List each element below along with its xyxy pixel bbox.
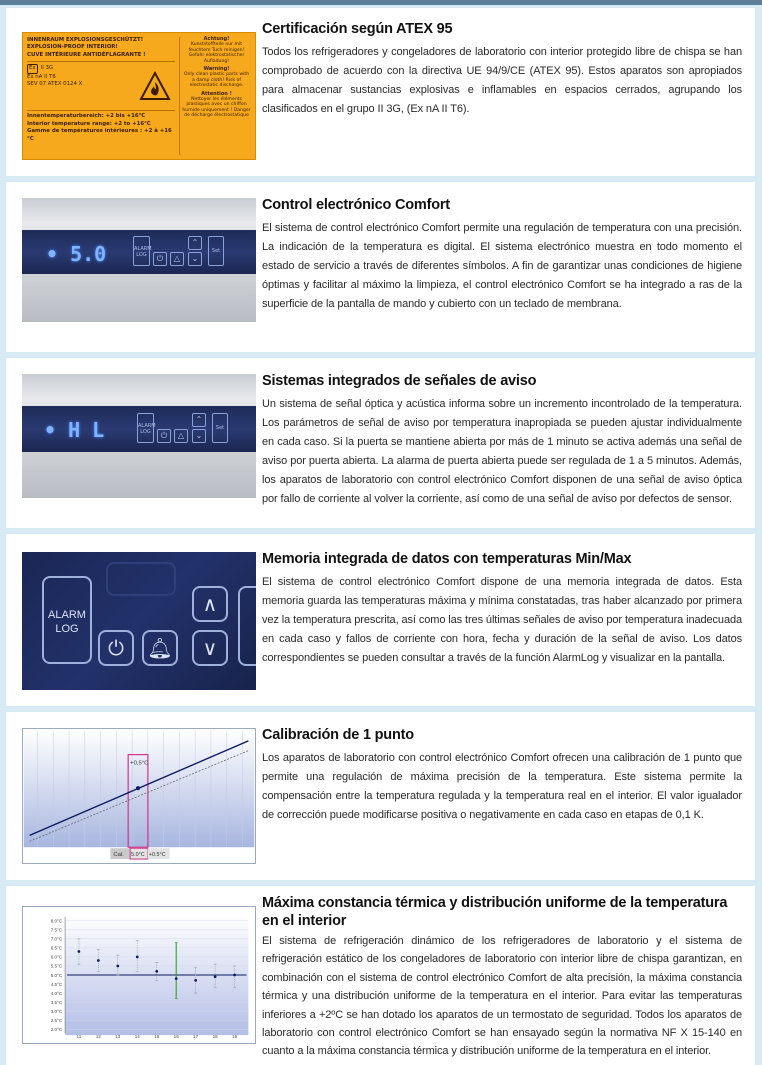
atex-line-3: CUVE INTÉRIEURE ANTIDÉFLAGRANTE ! xyxy=(27,51,146,58)
set-key: Set xyxy=(212,413,228,443)
power-key xyxy=(153,252,167,266)
y-tick-label: 6.5°C xyxy=(50,945,63,951)
flame-warning-icon xyxy=(139,71,171,101)
bell-icon: △ xyxy=(173,254,181,263)
control-panel-photo xyxy=(22,198,256,322)
down-key xyxy=(188,252,202,266)
chevron-up-icon: ⌃ xyxy=(195,415,203,424)
x-tick-label: 18 xyxy=(212,1034,218,1040)
y-tick-label: 8.0°C xyxy=(50,918,63,924)
alarm-panel-photo xyxy=(22,374,256,498)
alarm-log-button: ALARM LOG xyxy=(42,576,92,664)
section-title: Memoria integrada de datos con temperaturas Min/Max xyxy=(262,551,632,567)
temperature-distribution-chart xyxy=(22,906,256,1044)
data-point xyxy=(116,965,119,968)
y-tick-label: 7.5°C xyxy=(50,927,63,933)
control-panel-strip xyxy=(22,230,256,274)
atex-right-6: Nettoyer les éléments plastiques avec un chiffon humide uniquement ! Danger de décharge électrostatique xyxy=(182,97,251,119)
alarm-panel-strip xyxy=(22,406,256,452)
section-control xyxy=(6,182,755,352)
y-tick-label: 4.5°C xyxy=(50,981,63,987)
section-calibration xyxy=(6,712,755,880)
top-rule xyxy=(0,0,762,5)
x-tick-label: 15 xyxy=(154,1034,160,1040)
x-tick-label: 14 xyxy=(134,1034,140,1040)
side-button xyxy=(238,586,256,666)
section-body: Los aparatos de laboratorio con control electrónico Comfort ofrecen una calibración de 1 punto que permite una regulación de máxima precisión de la temperatura. Este sistema permite la compensación entre la temperatura regulada y la temperatura real en el interior. El valor igualador de corrección puede modificarse positiva o negativamente en cada caso en etapas de 0,1 K. xyxy=(262,752,742,821)
section-memory xyxy=(6,534,755,706)
chevron-down-icon: ∨ xyxy=(202,636,218,660)
y-tick-label: 2.0°C xyxy=(50,1026,63,1032)
power-icon: ⏻ xyxy=(156,254,164,263)
down-button xyxy=(192,630,228,666)
power-icon: ⏻ xyxy=(108,636,124,660)
data-point xyxy=(194,979,197,982)
footer-offset-label: +0.5°C xyxy=(148,852,166,859)
calibration-offset-label: +0,5°C xyxy=(130,760,149,767)
data-point xyxy=(97,959,100,962)
data-point xyxy=(78,950,81,953)
bell-key xyxy=(170,252,184,266)
alarm-display: • H L xyxy=(44,418,105,442)
x-tick-label: 13 xyxy=(115,1034,121,1040)
y-tick-label: 4.0°C xyxy=(50,990,63,996)
atex-line-1: INNENRAUM EXPLOSIONSGESCHÜTZT! xyxy=(27,37,144,43)
x-tick-label: 12 xyxy=(95,1034,101,1040)
data-point xyxy=(136,956,139,959)
atex-right-4: Only clean plastic parts with a damp cloth! Risk of electrostatic discharge. xyxy=(183,72,250,89)
down-key xyxy=(192,429,206,443)
x-tick-label: 16 xyxy=(173,1034,179,1040)
ex-hexagon-icon: Ex xyxy=(27,64,38,73)
section-body: El sistema de refrigeración dinámico de los refrigeradores de laboratorio y el sistema de refrigeración estático de los congeladores de laboratorio con interior libre de chispa garantizan, en combinación con el sistema de control electrónico Comfort de alta precisión, la máxima constancia térmica y una distribución uniforme de la temperatura en el interior. Para evitar las temperaturas inferiores a +2ºC se han dotado los aparatos de un termostato de seguridad. Todos los aparatos de laboratorio con control electrónico Comfort se han ensayado según la normativa NF X 15-140 en cuanto a la máxima constancia térmica y distribución uniforme de la temperatura en el interior. xyxy=(262,935,742,1058)
atex-line-2: EXPLOSION-PROOF INTERIOR! xyxy=(27,44,118,51)
bell-key xyxy=(174,429,188,443)
calibration-point xyxy=(136,786,140,790)
power-icon: ⏻ xyxy=(160,431,168,440)
y-tick-label: 2.5°C xyxy=(50,1017,63,1023)
power-button xyxy=(98,630,134,666)
up-button xyxy=(192,586,228,622)
section-body: Todos los refrigeradores y congeladores de laboratorio con interior protegido libre de chispa se han comprobado de acuerdo con la directiva UE 94/9/CE (ATEX 95). Estos aparatos son apropiados para almacenar sustancias explosivas e inflamables en espacios cerrados, agrupando los clasificados en el grupo II 3G, (Ex nA II T6). xyxy=(262,46,742,115)
x-tick-label: 17 xyxy=(193,1034,199,1040)
alarm-log-key: ALARM LOG xyxy=(133,236,150,266)
y-tick-label: 5.0°C xyxy=(50,972,63,978)
atex-mark-1: Ex II 3G xyxy=(27,64,175,73)
chevron-up-icon: ⌃ xyxy=(191,238,199,247)
section-uniformity xyxy=(6,886,755,1065)
section-alarms xyxy=(6,358,755,528)
y-tick-label: 5.5°C xyxy=(50,963,63,969)
atex-range-2: Interior temperature range: +2 to +16°C xyxy=(27,120,151,127)
atex-mark-2: Ex nA II T6 xyxy=(27,73,56,80)
y-tick-label: 6.0°C xyxy=(50,954,63,960)
section-title: Calibración de 1 punto xyxy=(262,727,414,743)
footer-cal-label: Cal. xyxy=(113,852,124,859)
section-body: El sistema de control electrónico Comfort permite una regulación de temperatura con una precisión. La indicación de la temperatura es digital. El sistema electrónico muestra en todo momento el estado de servicio a través de diferentes símbolos. A fin de garantizar unas condiciones de higiene óptimas y facilitar al máximo la limpieza, el control electrónico Comfort se ha integrado a ras de la superficie de la pantalla de mando y cubierto con un teclado de membrana. xyxy=(262,222,742,310)
data-point xyxy=(214,975,217,978)
footer-setpoint-label: 5.0°C xyxy=(131,852,145,859)
atex-warning-label xyxy=(22,32,256,160)
chevron-down-icon: ⌄ xyxy=(195,431,203,440)
power-key xyxy=(157,429,171,443)
section-title: Certificación según ATEX 95 xyxy=(262,21,453,37)
y-tick-label: 7.0°C xyxy=(50,936,63,942)
calibration-chart xyxy=(22,728,256,864)
atex-range-1: Innentemperaturbereich: +2 bis +16°C xyxy=(27,113,146,120)
data-point xyxy=(175,977,178,980)
alarm-log-closeup-photo xyxy=(22,552,256,690)
section-title: Sistemas integrados de señales de aviso xyxy=(262,373,537,389)
set-key: Set xyxy=(208,236,224,266)
atex-right-2: Kunststoffteile nur mit feuchtem Tuch reinigen! Gefahr elektrostatischer Aufladung! xyxy=(188,42,245,64)
data-point xyxy=(233,974,236,977)
bell-icon: 🔔︎ xyxy=(147,636,173,660)
temperature-display: • 5.0 xyxy=(46,242,107,266)
atex-cert: SEV 07 ATEX 0124 X xyxy=(27,81,83,88)
chevron-up-icon: ∧ xyxy=(202,592,218,616)
y-tick-label: 3.5°C xyxy=(50,999,63,1005)
bell-button xyxy=(142,630,178,666)
x-tick-label: 19 xyxy=(232,1034,238,1040)
section-body: El sistema de control electrónico Comfort dispone de una memoria integrada de datos. Esta memoria guarda las temperaturas máxima y mínima constatadas, tras haber alcanzado por primera vez la temperatura prescrita, así como las tres últimas señales de aviso por temperatura inadecuada en cada caso y fallos de corriente con hora, fecha y duración de la señal de aviso. Los datos correspondientes se pueden consultar a través de la función AlarmLog y visualizar en la pantalla. xyxy=(262,576,742,664)
atex-range-3: Gamme de températures intérieures : +2 à +16 °C xyxy=(27,128,172,142)
section-body: Un sistema de señal óptica y acústica informa sobre un incremento incontrolado de la temperatura. Los parámetros de señal de aviso por temperatura inapropiada se pueden ajustar individualmente en cada caso. Si la puerta se mantiene abierta por más de 1 minuto se activa además una señal de aviso por puerta abierta. La alarma de puerta abierta puede ser regulada de 1 a 5 minutos. Además, los aparatos de laboratorio con control electrónico Comfort disponen de una señal de aviso óptica por fallo de corriente al volver la corriente, así como de una señal de aviso por defectos de sensor. xyxy=(262,398,742,505)
section-title: Máxima constancia térmica y distribución uniforme de la temperatura en el interior xyxy=(262,895,728,929)
bell-icon: △ xyxy=(177,431,185,440)
alarm-log-key: ALARM LOG xyxy=(137,413,154,443)
section-title: Control electrónico Comfort xyxy=(262,197,450,213)
data-point xyxy=(155,970,158,973)
atex-right-5: Attention ! xyxy=(201,90,232,97)
chevron-down-icon: ⌄ xyxy=(191,254,199,263)
y-tick-label: 3.0°C xyxy=(50,1008,63,1014)
atex-right-3: Warning! xyxy=(203,66,230,73)
x-tick-label: 11 xyxy=(76,1034,82,1040)
up-key xyxy=(192,413,206,427)
key-outline-top xyxy=(106,562,176,596)
atex-right-1: Achtung! xyxy=(203,36,230,42)
up-key xyxy=(188,236,202,250)
section-atex xyxy=(6,8,755,176)
